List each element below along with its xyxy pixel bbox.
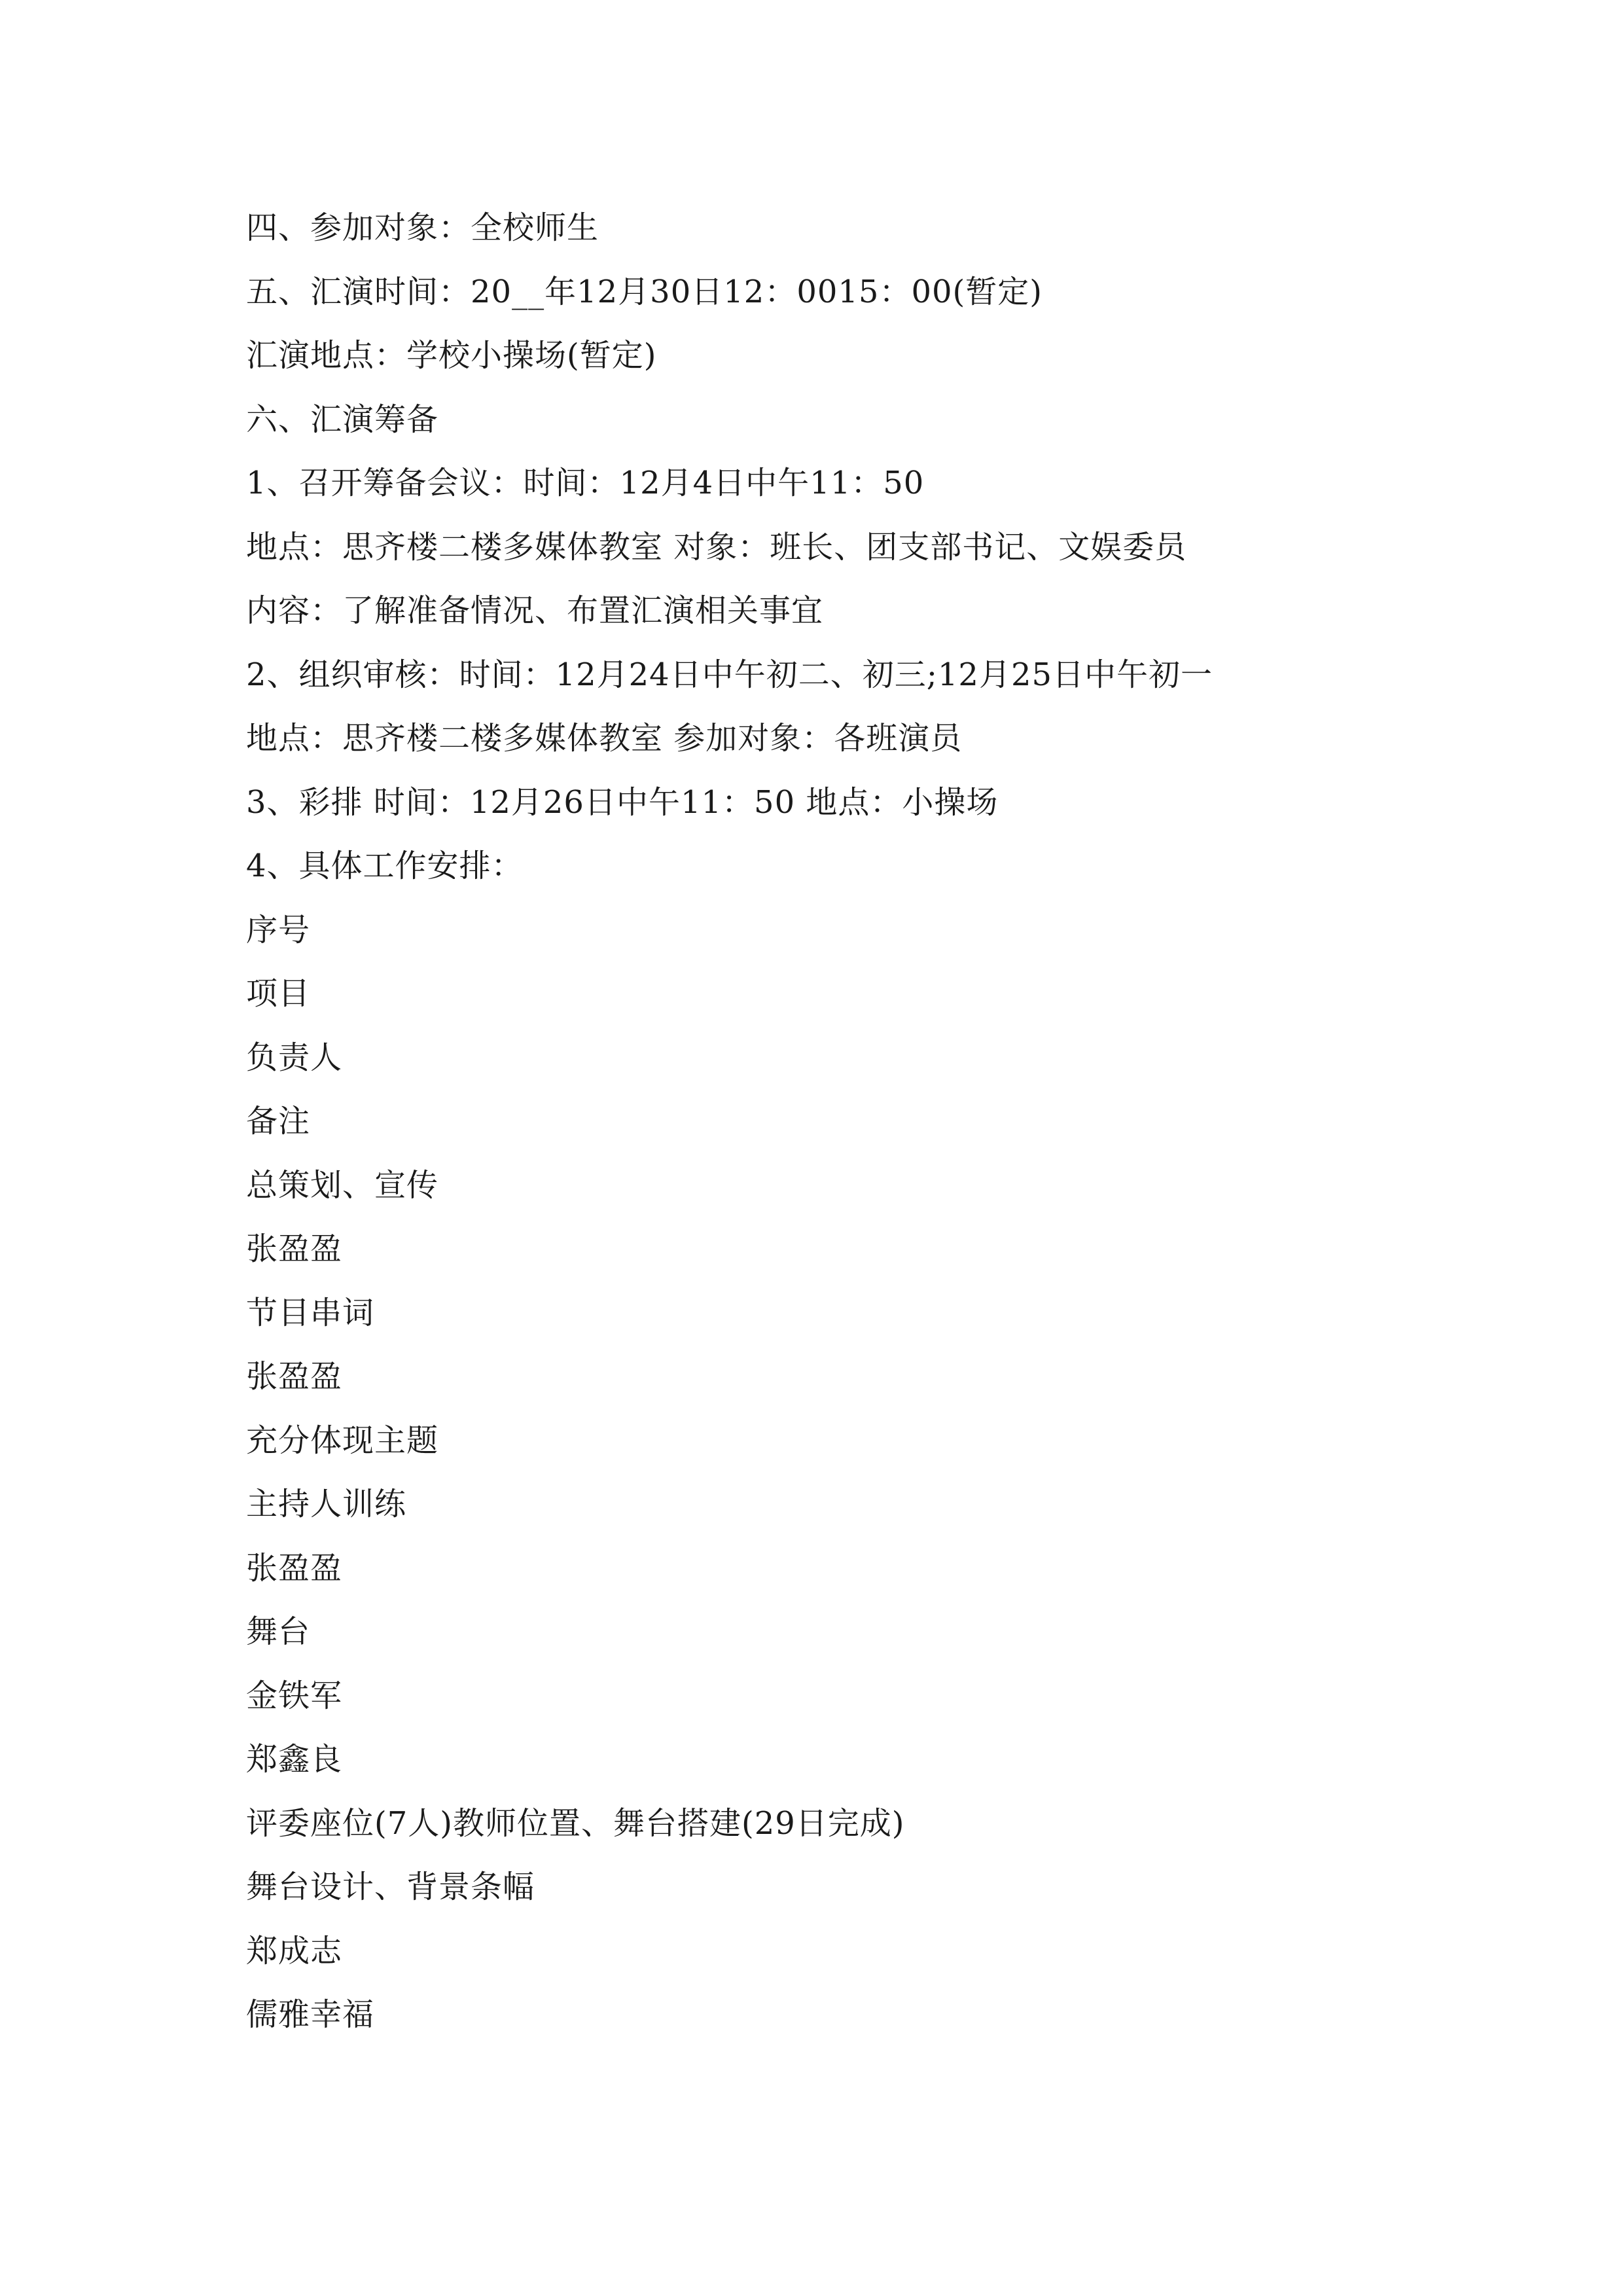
text-line: 张盈盈 — [246, 1549, 343, 1587]
text-line: 充分体现主题 — [246, 1422, 439, 1459]
text-line: 六、汇演筹备 — [246, 401, 439, 438]
text-line: 金铁军 — [246, 1677, 343, 1714]
text-line: 内容：了解准备情况、布置汇演相关事宜 — [246, 592, 824, 629]
text-line: 地点：思齐楼二楼多媒体教室 对象：班长、团支部书记、文娱委员 — [246, 528, 1187, 565]
text-line: 舞台 — [246, 1613, 311, 1650]
text-line: 汇演地点：学校小操场(暂定) — [246, 337, 657, 374]
text-line: 序号 — [246, 911, 311, 948]
text-line: 总策划、宣传 — [246, 1166, 439, 1204]
text-line: 舞台设计、背景条幅 — [246, 1869, 535, 1905]
text-line: 4、具体工作安排： — [246, 848, 524, 884]
text-line: 备注 — [246, 1103, 311, 1139]
text-line: 主持人训练 — [246, 1486, 407, 1522]
text-line: 节目串词 — [246, 1294, 375, 1331]
document-body — [246, 196, 1489, 2047]
text-line: 3、彩排 时间：12月26日中午11：50 地点：小操场 — [246, 783, 999, 821]
text-line: 四、参加对象：全校师生 — [246, 209, 599, 246]
text-line: 五、汇演时间：20__年12月30日12：0015：00(暂定) — [246, 273, 1043, 310]
text-line: 项目 — [246, 975, 311, 1012]
text-line: 儒雅幸福 — [246, 1996, 375, 2033]
text-line: 1、召开筹备会议：时间：12月4日中午11：50 — [246, 465, 925, 501]
text-line: 郑成志 — [246, 1932, 343, 1969]
text-line: 张盈盈 — [246, 1358, 343, 1395]
text-line: 评委座位(7人)教师位置、舞台搭建(29日完成) — [246, 1804, 905, 1842]
text-line: 地点：思齐楼二楼多媒体教室 参加对象：各班演员 — [246, 720, 963, 757]
text-line: 郑鑫良 — [246, 1741, 343, 1778]
text-line: 负责人 — [246, 1039, 343, 1076]
text-line: 张盈盈 — [246, 1230, 343, 1267]
text-line: 2、组织审核：时间：12月24日中午初二、初三;12月25日中午初一 — [246, 656, 1213, 693]
